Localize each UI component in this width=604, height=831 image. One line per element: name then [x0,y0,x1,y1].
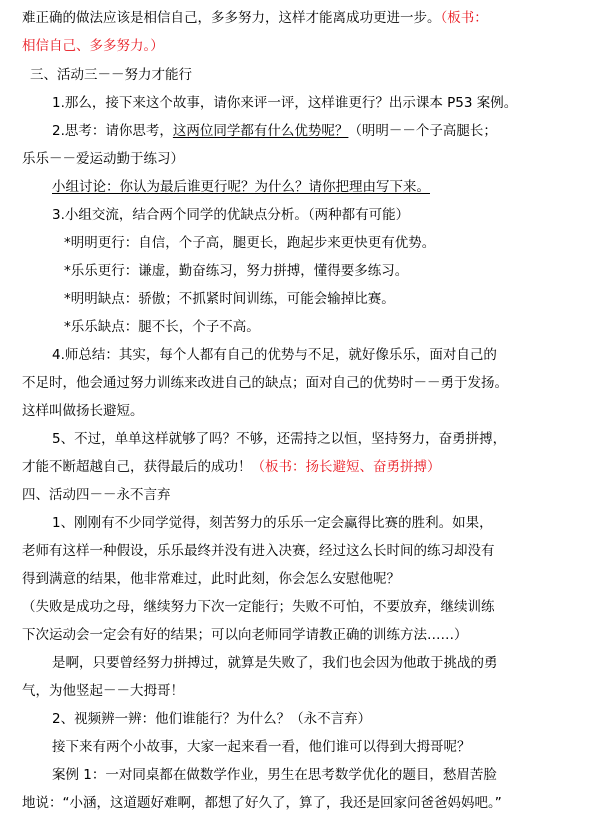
line-text: 4.师总结：其实，每个人都有自己的优势与不足，就好像乐乐，面对自己的 [52,347,497,363]
line-text: 5、不过，单单这样就够了吗？不够，还需持之以恒，坚持努力，奋勇拼搏， [52,431,507,447]
text-line [52,738,604,756]
line-text: 乐乐－－爱运动勤于练习） [22,151,184,167]
underlined-discussion: 小组讨论：你认为最后谁更行呢？为什么？请你把理由写下来。 [52,179,430,195]
text-line [52,94,604,112]
line-text: 3.小组交流，结合两个同学的优缺点分析。（两种都有可能） [52,207,410,223]
text-line [64,262,604,280]
text-line [52,654,604,672]
text-line [52,710,604,728]
board-note: （板书：扬长避短、奋勇拼搏） [251,459,441,475]
text-line [22,598,604,616]
text-line [22,794,604,812]
text-line [52,430,604,448]
text-line [22,570,604,588]
line-text: 下次运动会一定会有好的结果；可以向老师同学请教正确的训练方法……） [22,627,468,643]
text-line [22,374,604,392]
section-heading [22,486,604,504]
text-line [64,290,604,308]
line-text: 是啊，只要曾经努力拼搏过，就算是失败了，我们也会因为他敢于挑战的勇 [52,655,498,671]
text-line [22,542,604,560]
line-text: 2、视频辨一辨：他们谁能行？为什么？（永不言弃） [52,711,372,727]
text-line [22,150,604,168]
line-text: 1.那么，接下来这个故事，请你来评一评，这样谁更行？出示课本 P53 案例。 [52,95,518,111]
section-heading [30,66,604,84]
text-line [52,346,604,364]
line-text: （失败是成功之母，继续努力下次一定能行；失败不可怕，不要放弃，继续训练 [22,599,495,615]
text-line [52,514,604,532]
line-text: *明明更行：自信，个子高，腿更长，跑起步来更快更有优势。 [64,235,436,251]
text-line [22,9,604,27]
line-text: 2.思考：请你思考， [52,123,173,139]
line-text: 老师有这样一种假设，乐乐最终并没有进入决赛，经过这么长时间的练习却没有 [22,543,495,559]
line-text: 不足时，他会通过努力训练来改进自己的缺点；面对自己的优势时－－勇于发扬。 [22,375,508,391]
heading-text: 四、活动四－－永不言弃 [22,487,171,503]
line-text: 接下来有两个小故事，大家一起来看一看，他们谁可以得到大拇哥呢？ [52,739,471,755]
line-text: 地说：“小涵，这道题好难啊，都想了好久了，算了，我还是回家问爸爸妈妈吧。” [22,795,502,811]
line-text: 1、刚刚有不少同学觉得，刻苦努力的乐乐一定会赢得比赛的胜利。如果， [52,515,493,531]
text-line [52,766,604,784]
heading-text: 三、活动三－－努力才能行 [30,67,192,83]
line-text: 气，为他竖起－－大拇哥！ [22,683,184,699]
line-text: 这样叫做扬长避短。 [22,403,144,419]
line-text: 难正确的做法应该是相信自己，多多努力，这样才能离成功更进一步。 [22,10,441,26]
line-text: *明明缺点：骄傲；不抓紧时间训练，可能会输掉比赛。 [64,291,395,307]
text-line [22,626,604,644]
text-line [22,682,604,700]
text-line [22,402,604,420]
text-line [64,234,604,252]
board-note: （板书： [440,10,488,26]
underlined-question: 这两位同学都有什么优势呢？ [172,123,349,139]
board-note: 相信自己、多多努力。） [22,38,164,54]
line-text: 才能不断超越自己，获得最后的成功！ [22,459,252,475]
text-line [52,206,604,224]
line-text: *乐乐更行：谦虚，勤奋练习，努力拼搏，懂得要多练习。 [64,263,409,279]
line-text: 得到满意的结果，他非常难过，此时此刻，你会怎么安慰他呢？ [22,571,400,587]
text-line [22,37,604,55]
text-line [52,178,604,196]
line-text: 案例 1：一对同桌都在做数学作业，男生在思考数学优化的题目，愁眉苦脸 [52,767,497,783]
line-text: （明明－－个子高腿长； [348,123,497,139]
text-line [52,122,604,140]
line-text: *乐乐缺点：腿不长，个子不高。 [64,319,260,335]
text-line [22,458,604,476]
text-line [64,318,604,336]
